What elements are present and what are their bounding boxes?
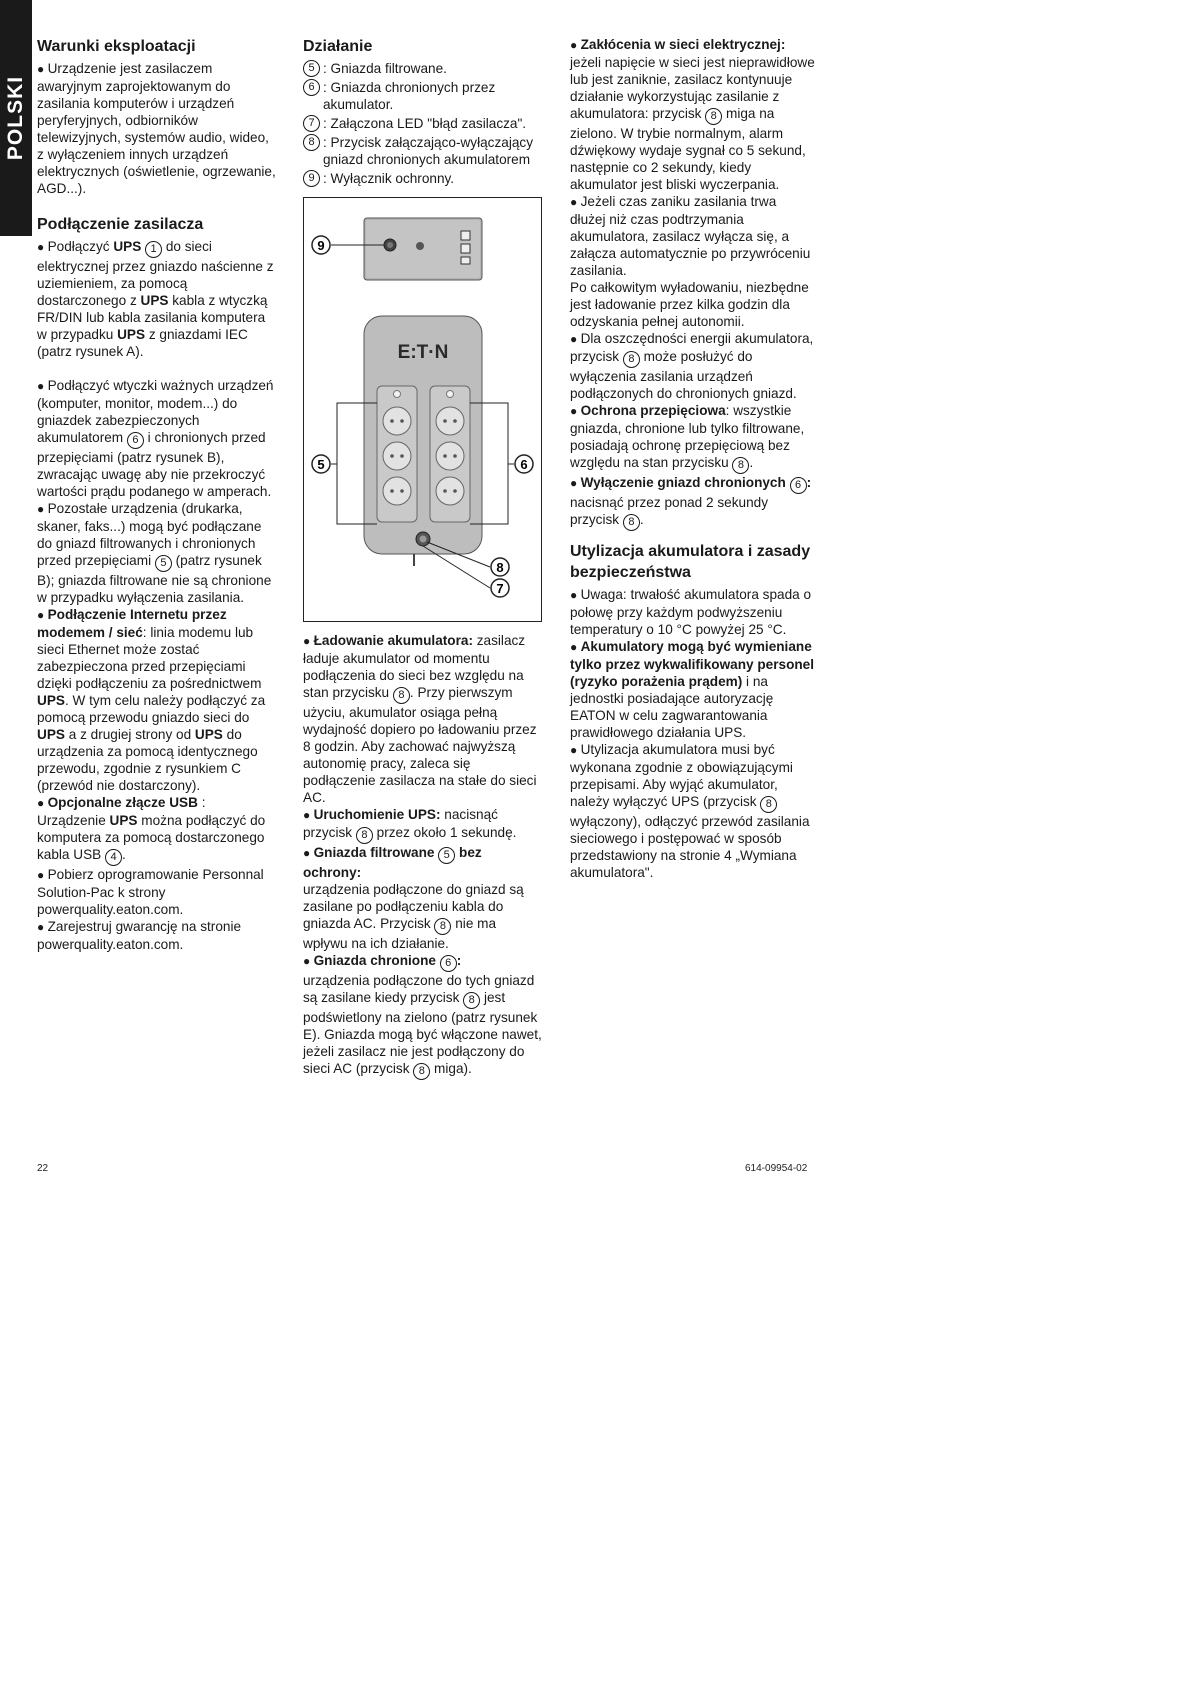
- brand-logo: E:T·N: [397, 342, 449, 363]
- callout-6: 6: [127, 432, 144, 449]
- paragraph-warunki: ● Urządzenie jest zasilaczem awaryjnym zaprojektowanym do zasilania komputerów i urządzeń peryferyjnych, odbiorników telewizyjnych, systemów audio, wideo, z wyłączeniem innych urządzeń elektrycznych (oświetlenie, ogrzewanie, AGD...).: [37, 60, 277, 197]
- ups-figure: [303, 197, 542, 622]
- paragraph-zanik: ● Jeżeli czas zaniku zasilania trwa dłużej niż czas podtrzymania akumulatora, zasilacz wyłącza się, a załącza automatycznie po przywróceniu zasilania.: [570, 193, 815, 279]
- paragraph-chronione: ● Gniazda chronione 6 : urządzenia podłączone do tych gniazd są zasilane kiedy przycisk 8 jest podświetlony na zielono (patrz rysunek E). Gniazda mogą być włączone nawet, jeżeli zasilacz nie jest podłączony do sieci AC (przycisk 8 miga).: [303, 952, 543, 1080]
- paragraph-wylaczenie: ● Wyłączenie gniazd chronionych 6 : nacisnąć przez ponad 2 sekundy przycisk 8 .: [570, 474, 815, 531]
- legend-item: 7 : Załączona LED "błąd zasilacza".: [303, 115, 543, 132]
- heading-warunki: Warunki eksploatacji: [37, 38, 196, 55]
- callout-4: 4: [105, 849, 122, 866]
- paragraph-oszczednosc: ● Dla oszczędności energii akumulatora, przycisk 8 może posłużyć do wyłączenia zasilania urządzeń podłączonych do chronionych gniazd.: [570, 330, 815, 402]
- legend-list: [303, 60, 543, 187]
- paragraph-podlaczenie-2: ● Podłączyć wtyczki ważnych urządzeń (komputer, monitor, modem...) do gniazdek zabezpieczonych akumulatorem 6 i chronionych przed przepięciami (patrz rysunek B), zwracając uwagę aby nie przekroczyć wartości prądu podanego w amperach.: [37, 377, 277, 500]
- paragraph-internet: ● Podłączenie Internetu przez modemem / sieć: linia modemu lub sieci Ethernet może zostać zabezpieczona przed przepięciami dzięki podłączeniu za pośrednictwem UPS. W tym celu należy podłączyć za pomocą przewodu gniazdo sieci do UPS a z drugiej strony od UPS do urządzenia za pomocą identycznego przewodu, zgodnie z rysunkiem C (przewód nie dostarczony).: [37, 606, 277, 794]
- callout-1: 1: [145, 241, 162, 258]
- ups-illustration: [304, 198, 541, 621]
- callout-5: 5: [155, 555, 172, 572]
- paragraph-warranty: ● Zarejestruj gwarancję na stronie powerquality.eaton.com.: [37, 918, 277, 953]
- heading-utylizacja: Utylizacja akumulatora i zasady bezpieczeństwa: [570, 543, 811, 581]
- language-tab: [0, 0, 32, 236]
- paragraph-usb: ● Opcjonalne złącze USB : Urządzenie UPS można podłączyć do komputera za pomocą dostarczonego kabla USB 4 .: [37, 794, 277, 866]
- paragraph-filtrowane: ● Gniazda filtrowane 5 bez ochrony: urządzenia podłączone do gniazd są zasilane po podłączeniu kabla do gniazda AC. Przycisk 8 nie ma wpływu na ich działanie.: [303, 844, 543, 952]
- callout-9-figure: 9: [317, 238, 325, 253]
- callout-6-figure: 6: [520, 457, 528, 472]
- column-2: [303, 36, 543, 1080]
- page-number: 22: [37, 1163, 49, 1174]
- legend-item: 8 : Przycisk załączająco-wyłączający gniazd chronionych akumulatorem: [303, 134, 543, 168]
- column-1: [37, 36, 277, 953]
- heading-dzialanie: Działanie: [303, 38, 373, 55]
- paragraph-software: ● Pobierz oprogramowanie Personnal Solution-Pac k strony powerquality.eaton.com.: [37, 866, 277, 918]
- legend-item: 6 : Gniazda chronionych przez akumulator.: [303, 79, 543, 113]
- language-tab-label: POLSKI: [4, 75, 27, 161]
- paragraph-utylizacja: ● Utylizacja akumulatora musi być wykonana zgodnie z obowiązującymi przepisami. Aby wyjąć akumulator, należy wyłączyć UPS (przycisk 8 wyłączony), odłączyć przewód zasilania sieciowego i postępować w sposób przedstawiony na stronie 4 „Wymiana akumulatora".: [570, 741, 815, 881]
- callout-5-figure: 5: [317, 457, 325, 472]
- paragraph-podlaczenie-3: ● Pozostałe urządzenia (drukarka, skaner, faks...) mogą być podłączane do gniazd filtrowanych i chronionych przed przepięciami 5 (patrz rysunek B); gniazda filtrowane nie są chronione w przypadku wyłączenia zasilania.: [37, 500, 277, 606]
- callout-8-figure: 8: [496, 560, 504, 575]
- paragraph-uruchomienie: ● Uruchomienie UPS: nacisnąć przycisk 8 przez około 1 sekundę.: [303, 806, 543, 844]
- legend-item: 5 : Gniazda filtrowane.: [303, 60, 543, 77]
- column-3: [570, 36, 815, 881]
- paragraph-uwaga: ● Uwaga: trwałość akumulatora spada o połowę przy każdym podwyższeniu temperatury o 10 °C powyżej 25 °C.: [570, 586, 815, 638]
- paragraph-zaklocenia: ● Zakłócenia w sieci elektrycznej: jeżeli napięcie w sieci jest nieprawidłowe lub jest zaniknie, zasilacz kontynuuje działanie wykorzystując zasilanie z akumulatora: przycisk 8 miga na zielono. W trybie normalnym, alarm dźwiękowy wydaje sygnał co 5 sekund, następnie co 2 sekundy, kiedy akumulator jest bliski wyczerpania.: [570, 36, 815, 193]
- paragraph-wyladowanie: Po całkowitym wyładowaniu, niezbędne jest ładowanie przez kilka godzin dla odzyskania pełnej autonomii.: [570, 280, 809, 329]
- document-code: 614-09954-02: [745, 1163, 808, 1174]
- paragraph-ladowanie: ● Ładowanie akumulatora: zasilacz ładuje akumulator od momentu podłączenia do sieci bez względu na stan przycisku 8 . Przy pierwszym użyciu, akumulator osiąga pełną wydajność dopiero po ładowaniu przez 8 godzin. Aby zachować najwyższą autonomię pracy, zaleca się podłączenie zasilacza na stałe do sieci AC.: [303, 632, 543, 806]
- paragraph-ochrona: ● Ochrona przepięciowa: wszystkie gniazda, chronione lub tylko filtrowane, posiadają ochronę przepięciową bez względu na stan przycisku 8 .: [570, 402, 815, 474]
- paragraph-akumulatory: ● Akumulatory mogą być wymieniane tylko przez wykwalifikowany personel (ryzyko porażenia prądem) i na jednostki posiadające autoryzację EATON w celu zagwarantowania prawidłowego działania UPS.: [570, 638, 815, 741]
- callout-7-figure: 7: [496, 581, 504, 596]
- heading-podlaczenie: Podłączenie zasilacza: [37, 216, 204, 233]
- paragraph-podlaczenie-1: ● Podłączyć UPS 1 do sieci elektrycznej przez gniazdo naścienne z uziemieniem, za pomocą dostarczonego z UPS kabla z wtyczką FR/DIN lub kabla zasilania komputera w przypadku UPS z gniazdami IEC (patrz rysunek A).: [37, 238, 277, 360]
- legend-item: 9 : Wyłącznik ochronny.: [303, 170, 543, 187]
